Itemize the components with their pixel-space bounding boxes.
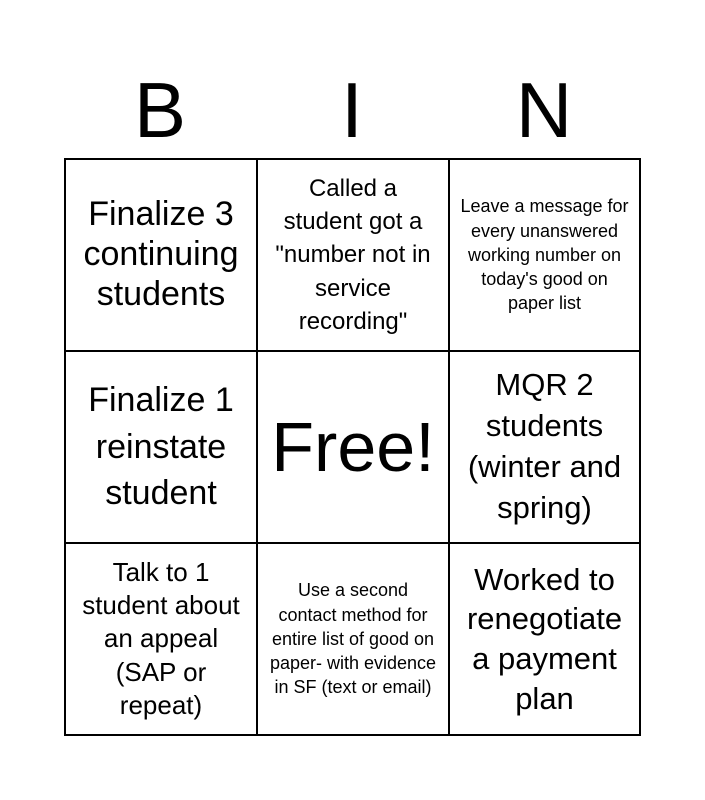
bingo-cell[interactable]: [450, 544, 639, 734]
bingo-cell[interactable]: [66, 160, 258, 352]
bingo-cell-text: Leave a message for every unanswered working number on today's good on paper list: [460, 196, 629, 314]
bingo-cell-text: Worked to renegotiate a payment plan: [466, 561, 623, 716]
free-space-cell[interactable]: [258, 352, 450, 544]
header-letter-b: B: [133, 66, 187, 154]
header-letter-n: N: [515, 66, 573, 154]
bingo-cell[interactable]: [450, 352, 639, 544]
bingo-board: [64, 158, 641, 736]
bingo-cell-text: Use a second contact method for entire list of good on paper- with evidence in SF (text or email): [269, 580, 437, 698]
bingo-cell-text: MQR 2 students (winter and spring): [467, 367, 622, 525]
bingo-cell-text: Talk to 1 student about an appeal (SAP or repeat): [82, 557, 240, 720]
bingo-header: [64, 62, 641, 158]
bingo-cell[interactable]: [66, 544, 258, 734]
bingo-cell-text: Called a student got a "number not in service recording": [275, 175, 431, 335]
free-space-text: Free!: [271, 408, 435, 486]
header-letter-i: I: [341, 66, 363, 154]
bingo-cell[interactable]: [66, 352, 258, 544]
bingo-cell[interactable]: [450, 160, 639, 352]
bingo-cell[interactable]: [258, 544, 450, 734]
bingo-cell-text: Finalize 3 continuing students: [83, 195, 239, 313]
bingo-cell-text: Finalize 1 reinstate student: [88, 380, 234, 513]
bingo-cell[interactable]: [258, 160, 450, 352]
